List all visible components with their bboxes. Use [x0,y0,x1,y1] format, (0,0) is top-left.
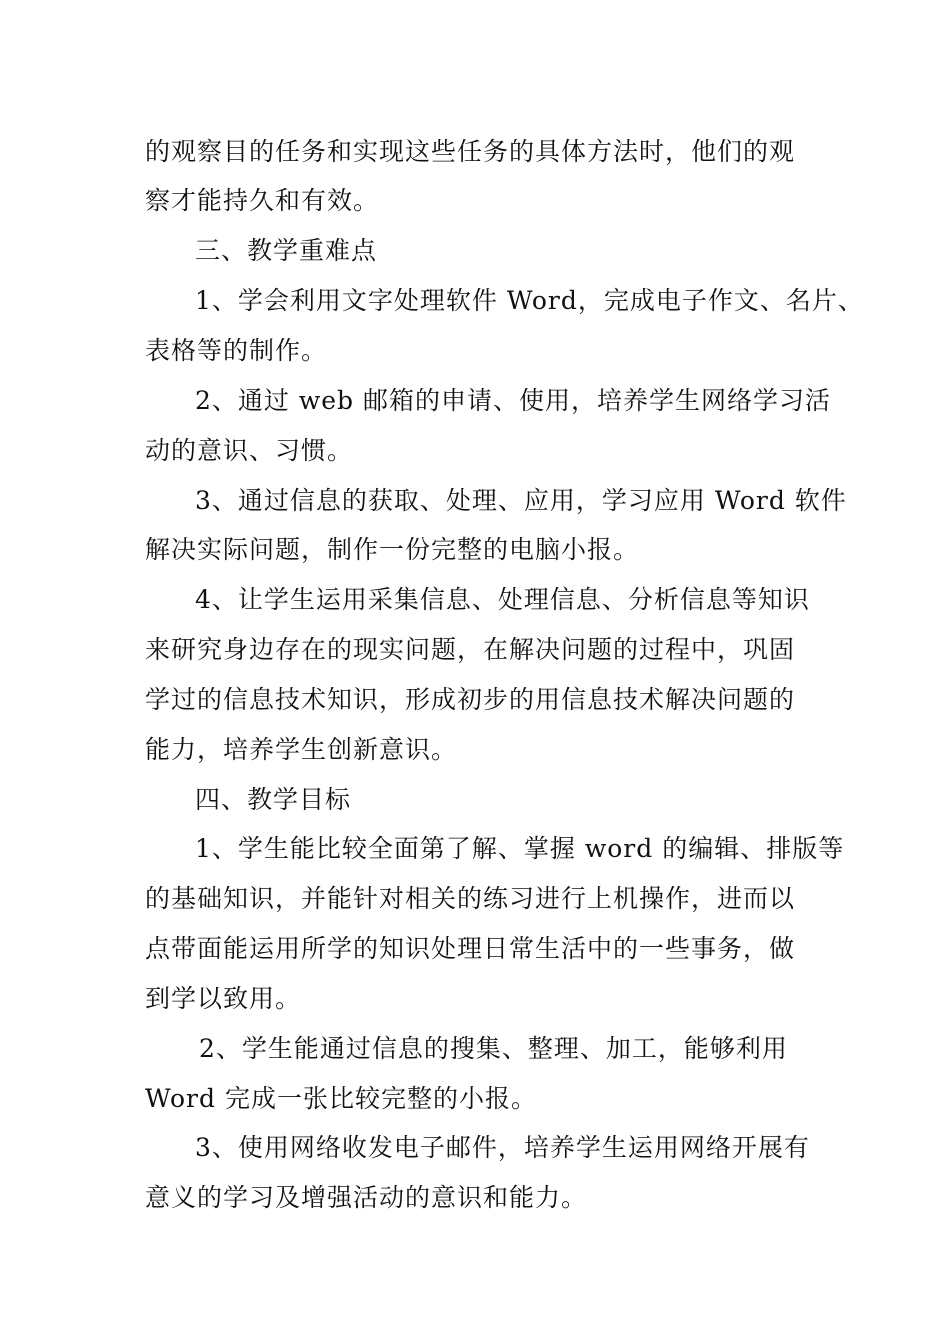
section-heading: 四、教学目标 [195,785,352,814]
text-line: Word 完成一张比较完整的小报。 [145,1084,537,1113]
section-heading: 三、教学重难点 [195,236,378,265]
text-line: 2、通过 web 邮箱的申请、使用，培养学生网络学习活 [195,386,831,415]
text-line: 能力，培养学生创新意识。 [145,735,458,764]
text-line: 表格等的制作。 [145,336,328,365]
text-line: 3、使用网络收发电子邮件，培养学生运用网络开展有 [195,1133,810,1162]
text-line: 1、学生能比较全面第了解、掌握 word 的编辑、排版等 [195,834,845,863]
text-line: 3、通过信息的获取、处理、应用，学习应用 Word 软件 [195,486,847,515]
text-line: 的观察目的任务和实现这些任务的具体方法时，他们的观 [145,137,796,166]
text-line: 点带面能运用所学的知识处理日常生活中的一些事务，做 [145,934,796,963]
text-line: 2、学生能通过信息的搜集、整理、加工，能够利用 [199,1034,788,1063]
text-line: 到学以致用。 [145,984,302,1013]
text-line: 意义的学习及增强活动的意识和能力。 [145,1183,588,1212]
text-line: 来研究身边存在的现实问题，在解决问题的过程中，巩固 [145,635,796,664]
text-line: 的基础知识，并能针对相关的练习进行上机操作，进而以 [145,884,796,913]
text-line: 动的意识、习惯。 [145,436,354,465]
text-line: 学过的信息技术知识，形成初步的用信息技术解决问题的 [145,685,796,714]
text-line: 4、让学生运用采集信息、处理信息、分析信息等知识 [195,585,810,614]
text-line: 解决实际问题，制作一份完整的电脑小报。 [145,535,640,564]
text-line: 察才能持久和有效。 [145,186,380,215]
text-line: 1、学会利用文字处理软件 Word，完成电子作文、名片、 [195,286,864,315]
